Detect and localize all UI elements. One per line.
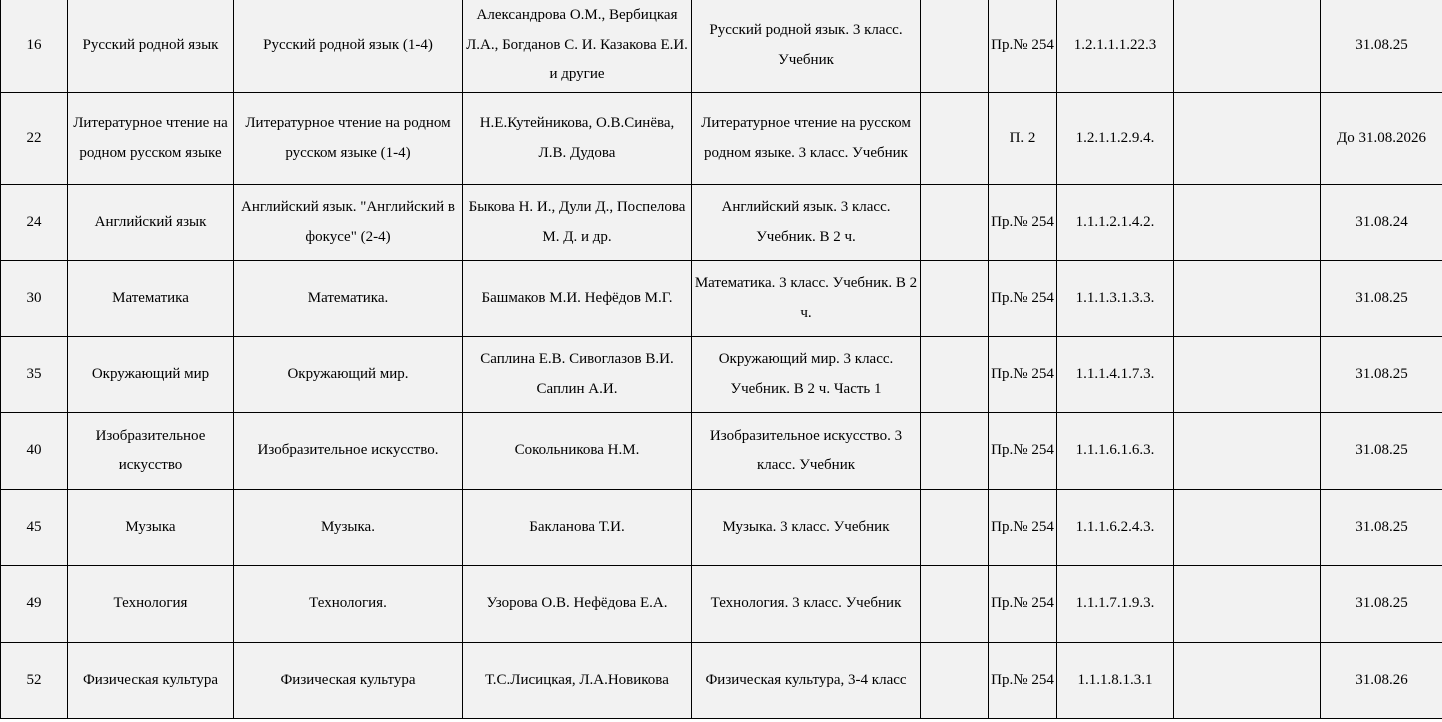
expiry-date-cell: 31.08.24 (1321, 185, 1442, 261)
table-row (1, 643, 1442, 719)
empty-cell (921, 643, 989, 719)
table-row (1, 0, 1442, 93)
textbook-cell: Литературное чтение на русском родном языке. 3 класс. Учебник (692, 93, 921, 185)
note-cell (1174, 643, 1321, 719)
authors-cell: Н.Е.Кутейникова, О.В.Синёва, Л.В. Дудова (463, 93, 692, 185)
authors-cell: Бакланова Т.И. (463, 490, 692, 566)
order-cell: Пр.№ 254 (989, 413, 1057, 490)
table-row (1, 185, 1442, 261)
row-number-cell: 24 (1, 185, 68, 261)
fpu-code-cell: 1.1.1.6.2.4.3. (1057, 490, 1174, 566)
note-cell (1174, 337, 1321, 413)
authors-cell: Башмаков М.И. Нефёдов М.Г. (463, 261, 692, 337)
row-number-cell: 40 (1, 413, 68, 490)
row-number-cell: 52 (1, 643, 68, 719)
empty-cell (921, 185, 989, 261)
program-cell: Музыка. (234, 490, 463, 566)
row-number-cell: 49 (1, 566, 68, 643)
table-row (1, 337, 1442, 413)
order-cell: Пр.№ 254 (989, 643, 1057, 719)
row-number-cell: 22 (1, 93, 68, 185)
program-cell: Русский родной язык (1-4) (234, 0, 463, 93)
row-number-cell: 16 (1, 0, 68, 93)
expiry-date-cell: 31.08.25 (1321, 413, 1442, 490)
authors-cell: Александрова О.М., Вербицкая Л.А., Богданов С. И. Казакова Е.И. и другие (463, 0, 692, 93)
fpu-code-cell: 1.1.1.7.1.9.3. (1057, 566, 1174, 643)
subject-cell: Изобразительное искусство (68, 413, 234, 490)
authors-cell: Т.С.Лисицкая, Л.А.Новикова (463, 643, 692, 719)
note-cell (1174, 413, 1321, 490)
expiry-date-cell: 31.08.25 (1321, 490, 1442, 566)
textbook-cell: Окружающий мир. 3 класс. Учебник. В 2 ч. Часть 1 (692, 337, 921, 413)
program-cell: Физическая культура (234, 643, 463, 719)
order-cell: Пр.№ 254 (989, 490, 1057, 566)
fpu-code-cell: 1.2.1.1.1.22.3 (1057, 0, 1174, 93)
fpu-code-cell: 1.1.1.3.1.3.3. (1057, 261, 1174, 337)
note-cell (1174, 261, 1321, 337)
row-number-cell: 30 (1, 261, 68, 337)
note-cell (1174, 566, 1321, 643)
fpu-code-cell: 1.1.1.6.1.6.3. (1057, 413, 1174, 490)
subject-cell: Математика (68, 261, 234, 337)
note-cell (1174, 0, 1321, 93)
subject-cell: Русский родной язык (68, 0, 234, 93)
note-cell (1174, 185, 1321, 261)
empty-cell (921, 490, 989, 566)
authors-cell: Сокольникова Н.М. (463, 413, 692, 490)
expiry-date-cell: До 31.08.2026 (1321, 93, 1442, 185)
table-row (1, 261, 1442, 337)
authors-cell: Быкова Н. И., Дули Д., Поспелова М. Д. и др. (463, 185, 692, 261)
program-cell: Литературное чтение на родном русском языке (1-4) (234, 93, 463, 185)
order-cell: Пр.№ 254 (989, 0, 1057, 93)
fpu-code-cell: 1.2.1.1.2.9.4. (1057, 93, 1174, 185)
order-cell: Пр.№ 254 (989, 261, 1057, 337)
textbook-cell: Технология. 3 класс. Учебник (692, 566, 921, 643)
program-cell: Окружающий мир. (234, 337, 463, 413)
subject-cell: Окружающий мир (68, 337, 234, 413)
subject-cell: Технология (68, 566, 234, 643)
textbook-cell: Русский родной язык. 3 класс. Учебник (692, 0, 921, 93)
expiry-date-cell: 31.08.25 (1321, 0, 1442, 93)
expiry-date-cell: 31.08.25 (1321, 337, 1442, 413)
subject-cell: Музыка (68, 490, 234, 566)
expiry-date-cell: 31.08.26 (1321, 643, 1442, 719)
table-row (1, 93, 1442, 185)
order-cell: Пр.№ 254 (989, 337, 1057, 413)
subject-cell: Физическая культура (68, 643, 234, 719)
note-cell (1174, 490, 1321, 566)
program-cell: Английский язык. "Английский в фокусе" (2-4) (234, 185, 463, 261)
program-cell: Математика. (234, 261, 463, 337)
expiry-date-cell: 31.08.25 (1321, 261, 1442, 337)
table-row (1, 413, 1442, 490)
expiry-date-cell: 31.08.25 (1321, 566, 1442, 643)
textbook-cell: Английский язык. 3 класс. Учебник. В 2 ч. (692, 185, 921, 261)
textbook-cell: Изобразительное искусство. 3 класс. Учебник (692, 413, 921, 490)
order-cell: П. 2 (989, 93, 1057, 185)
table-row (1, 566, 1442, 643)
table-row (1, 490, 1442, 566)
textbook-cell: Музыка. 3 класс. Учебник (692, 490, 921, 566)
fpu-code-cell: 1.1.1.8.1.3.1 (1057, 643, 1174, 719)
empty-cell (921, 413, 989, 490)
row-number-cell: 45 (1, 490, 68, 566)
fpu-code-cell: 1.1.1.2.1.4.2. (1057, 185, 1174, 261)
fpu-code-cell: 1.1.1.4.1.7.3. (1057, 337, 1174, 413)
order-cell: Пр.№ 254 (989, 185, 1057, 261)
empty-cell (921, 566, 989, 643)
authors-cell: Узорова О.В. Нефёдова Е.А. (463, 566, 692, 643)
empty-cell (921, 0, 989, 93)
program-cell: Технология. (234, 566, 463, 643)
textbook-cell: Математика. 3 класс. Учебник. В 2 ч. (692, 261, 921, 337)
subject-cell: Английский язык (68, 185, 234, 261)
empty-cell (921, 337, 989, 413)
note-cell (1174, 93, 1321, 185)
subject-cell: Литературное чтение на родном русском языке (68, 93, 234, 185)
textbook-cell: Физическая культура, 3-4 класс (692, 643, 921, 719)
empty-cell (921, 261, 989, 337)
row-number-cell: 35 (1, 337, 68, 413)
authors-cell: Саплина Е.В. Сивоглазов В.И. Саплин А.И. (463, 337, 692, 413)
program-cell: Изобразительное искусство. (234, 413, 463, 490)
empty-cell (921, 93, 989, 185)
order-cell: Пр.№ 254 (989, 566, 1057, 643)
